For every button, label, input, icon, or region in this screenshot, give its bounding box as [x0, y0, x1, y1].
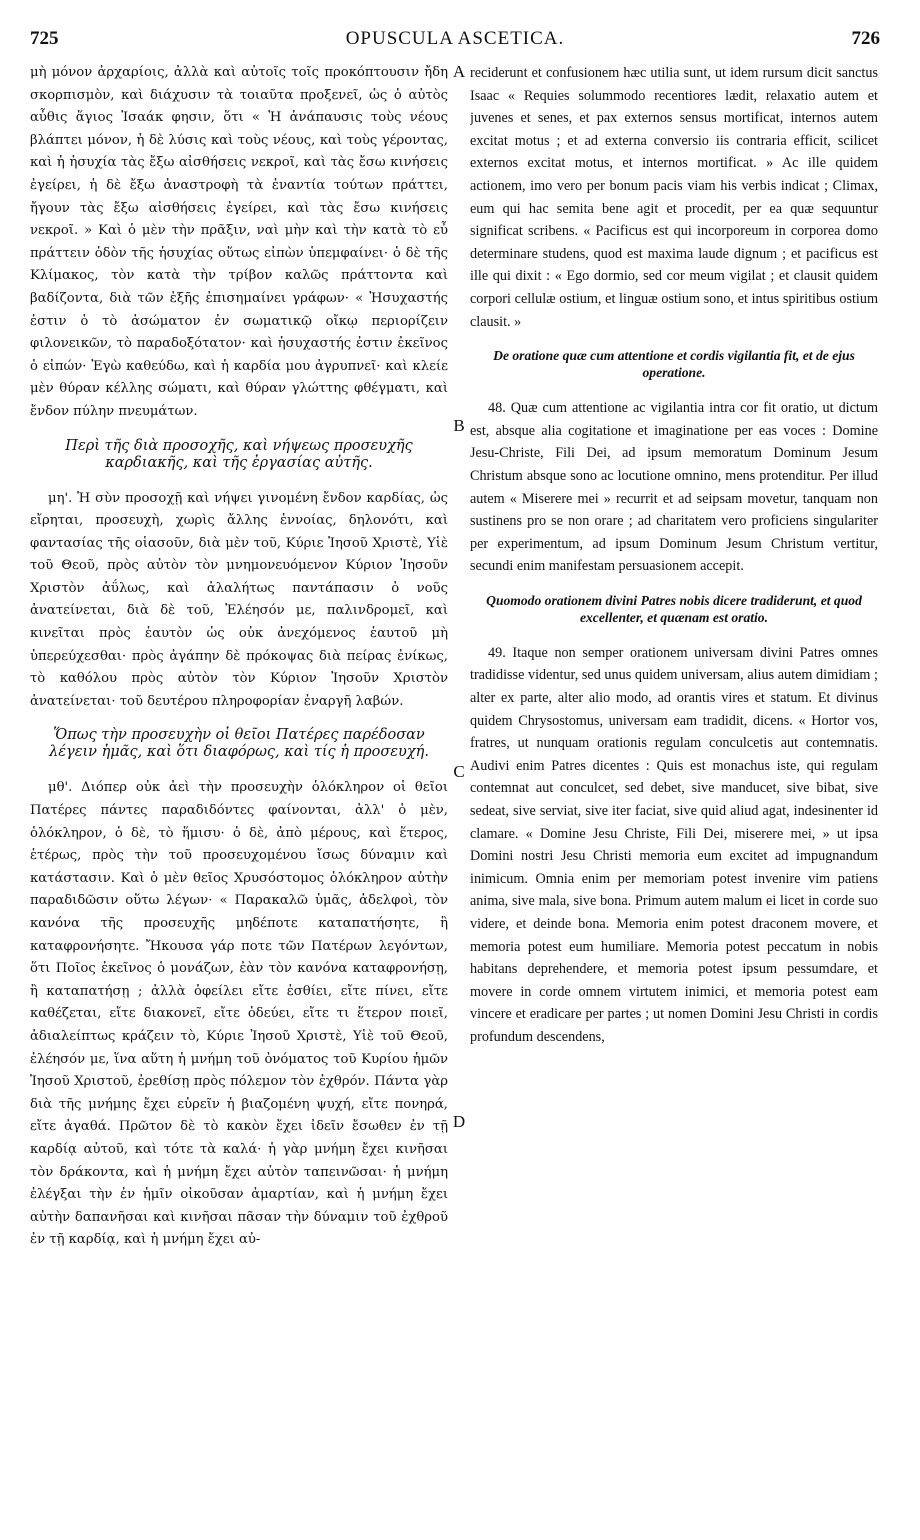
running-header: [30, 28, 880, 56]
greek-section-heading-1: Περὶ τῆς διὰ προσοχῆς, καὶ νήψεως προσευχῆς καρδιακῆς, καὶ τῆς ἐργασίας αὐτῆς.: [65, 437, 413, 471]
greek-paragraph-3: μθ'. Διόπερ οὐκ ἀεὶ τὴν προσευχὴν ὁλόκληρον οἱ θεῖοι Πατέρες πάντες παραδιδόντες φαίνονται, ἀλλ' ὁ μὲν, ὁλόκληρον, ὁ δὲ, τὸ ἥμισυ· ὁ δὲ, ἀπὸ μέρους, καὶ ἕτερος, ἑτέρως, πρὸς τὴν τοῦ προσευχομένου ἴσως δύναμιν καὶ κατάστασιν. Καὶ ὁ μὲν θεῖος Χρυσόστομος ὁλόκληρον αὐτὴν παραδιδῶσιν οὕτω λέγων· « Παρακαλῶ ὑμᾶς, ἀδελφοὶ, τὸν κανόνα τῆς προσευχῆς μηδέποτε καταπατήσητε, ἢ καταφρονήσητε. Ἤκουσα γάρ ποτε τῶν Πατέρων λεγόντων, ὅτι Ποῖος ἐκεῖνος ὁ μονάζων, ἐὰν τὸν κανόνα καταφρονήσῃ, ἢ καταπατήσῃ ; ἀλλὰ ὀφείλει εἴτε ἐσθίει, εἴτε πίνει, εἴτε καθέζεται, εἴτε διακονεῖ, εἴτε ὁδεύει, εἴτε τι ἕτερον ποιεῖ, ἀδιαλείπτως κράζειν τὸ, Κύριε Ἰησοῦ Χριστὲ, Υἱὲ τοῦ Θεοῦ, ἐλέησόν με, ἵνα αὕτη ἡ μνήμη τοῦ ὀνόματος τοῦ Κυρίου ἡμῶν Ἰησοῦ Χριστοῦ, ἐρεθίσῃ πρὸς πόλεμον τὸν ἐχθρόν. Πάντα γὰρ διὰ τῆς μνήμης ἔχει εὑρεῖν ἡ βιαζομένη ψυχή, εἴτε πονηρά, εἴτε ἀγαθά. Πρῶτον δὲ τὸ κακὸν ἔχει ἰδεῖν ἔσωθεν ἐν τῇ καρδίᾳ αὐτοῦ, καὶ τότε τὰ καλά· ἡ γὰρ μνήμη ἔχει κινῆσαι τὸν δράκοντα, καὶ ἡ μνήμη ἔχει αὐτὸν ταπεινῶσαι· ἡ μνήμη ἐλέγξαι τὴν ἐν ἡμῖν οἰκοῦσαν ἁμαρτίαν, καὶ ἡ μνήμη ἔχει αὐτὴν δαπανῆσαι καὶ κινῆσαι πᾶσαν τὴν δύναμιν τοῦ ἐχθροῦ ἐν τῇ καρδίᾳ, καὶ ἡ μνήμη ἔχει αὐ-: [30, 780, 448, 1248]
margin-letter-d: D: [452, 1112, 466, 1131]
latin-paragraph-3: 49. Itaque non semper orationem universam divini Patres omnes tradidisse videntur, sed unus quidem universam, alius autem dimidiam ; alter ex parte, alter alio modo, ad orantis vires et statum. Et divinus quidem Chrysostomus, universam eam tradidit, dicens. « Hortor vos, fratres, ut nunquam orationis regulam conculcetis aut contemnatis. Audivi enim Patres dicentes : Quis est monachus iste, qui regulam contemnat aut conculcet, sed debet, sive manducet, sive bibat, sive sedeat, sive serviat, sive iter faciat, sive quid aliud agat, indesinenter id clamare. « Domine Jesu Christe, Fili Dei, miserere mei, » ut ipsa Domini nostri Jesu Christi memoria eum excitet ad impugnandum inimicum. Omnia enim per memoriam potest invenire vim patiens anima, sive mala, sive bona. Primum autem malum ei licet in corde suo videre, et deinde bona. Memoria enim potest draconem movere, et memoria potest eum humiliare. Memoria potest peccatum in nobis habitans deprehendere, et memoria potest ipsum pessumdare, et movere in corde omnem virtutem inimici, et memoria potest eam vincere et eradicare per partes ; ut nomen Domini Jesu Christi in cordis profundum descendens,: [470, 644, 878, 1045]
latin-section-heading-2: Quomodo orationem divini Patres nobis dicere tradiderunt, et quod excellenter, et quænam est oratio.: [486, 592, 862, 625]
running-title: OPUSCULA ASCETICA.: [345, 28, 565, 49]
greek-paragraph-1: μὴ μόνον ἀρχαρίοις, ἀλλὰ καὶ αὐτοῖς τοῖς προκόπτουσιν ἤδη σκορπισμὸν, καὶ διάχυσιν τὰ τοιαῦτα προξενεῖ, ὡς ὁ αὐτὸς αὖθις ἅγιος Ἰσαάκ φησιν, ὅτι « Ἡ ἀνάπαυσις τοὺς νέους βλάπτει μόνον, ἡ δὲ λύσις καὶ τοὺς νέους, καὶ τοὺς γέροντας, καὶ ἡ ἡσυχία τὰς ἔξω αἰσθήσεις νεκροῖ, καὶ τὰς ἔσω κινήσεις ἐγείρει, ἡ δὲ ἔξω ἀναστροφὴ τὰ ἐναντία τούτων πράττει, ἤγουν τὰς ἔξω αἰσθήσεις ἐγείρει, καὶ τὰς ἔσω κινήσεις νεκροῖ. » Καὶ ὁ μὲν τὴν πρᾶξιν, ναὶ μὴν καὶ τὴν κατὰ τὸ εὖ πράττειν ὁδὸν τῆς ἡσυχίας οὕτως εἰπὼν ὑπεμφαίνει· ὁ δὲ τῆς Κλίμακος, τὸν κατὰ τὴν τρίβον καλῶς πράττοντα καὶ βαδίζοντα, διὰ τῶν ἑξῆς ἐπισημαίνει γράφων· « Ἡσυχαστής ἐστιν ὁ τὸ ἀσώματον ἐν σωματικῷ οἴκῳ περιορίζειν φιλονεικῶν, τὸ παραδοξότατον· καὶ ἡσυχαστής ἐστιν ἐκεῖνος ὁ εἰπών· Ἐγὼ καθεύδω, καὶ ἡ καρδία μου ἀγρυπνεῖ· καὶ κλείε μὲν θύραν κέλλης σώματι, καὶ θύραν γλώττης φθέγματι, καὶ ἔνδον πύλην πνευμάτων.: [30, 65, 448, 419]
margin-letter-b: B: [453, 416, 465, 435]
margin-letter-c: C: [453, 762, 465, 781]
page-number-right: 726: [851, 28, 880, 49]
margin-letters: [449, 60, 469, 1540]
latin-section-heading-1: De oratione quæ cum attentione et cordis vigilantia fit, et de ejus operatione.: [493, 348, 855, 381]
latin-column: [470, 62, 878, 1532]
greek-column: [30, 62, 448, 1532]
latin-paragraph-2: 48. Quæ cum attentione ac vigilantia intra cor fit oratio, ut dictum est, absque alia cogitatione et imaginatione per eas voces : Domine Jesu-Christe, Fili Dei, ad ipsum memoratum Dominum Jesum Christum absque sono ac locutione omnino, mens protenditur. Per illud autem « Miserere mei » recurrit et ad seipsam movetur, tanquam non sustinens pro se non orare ; ad charitatem vero proficiens singulariter per experimentum, ad ipsum Dominum Jesum Christum vertitur, secundi enim manifestam persuasionem accepit.: [470, 400, 878, 575]
greek-paragraph-2: μη'. Ἡ σὺν προσοχῇ καὶ νήψει γινομένη ἔνδον καρδίας, ὡς εἴρηται, προσευχὴ, χωρὶς ἄλλης ἐννοίας, δηλονότι, καὶ φαντασίας τῆς οἱασοῦν, διὰ μὲν τοῦ, Κύριε Ἰησοῦ Χριστὲ, Υἱὲ τοῦ Θεοῦ, πρὸς αὐτὸν τὸν μνημονευόμενον Κύριον Ἰησοῦν Χριστὸν ἀΰλως, καὶ ἀλαλήτως παντάπασιν ὁ νοῦς ἀνατείνεται, διὰ δὲ τοῦ, Ἐλέησόν με, παλινδρομεῖ, καὶ κινεῖται πρὸς ἑαυτὸν ὡς οὐκ ἀνεχόμενος ἑαυτοῦ μὴ ὑπερεύχεσθαι· πρὸς ἀγάπην δὲ πρόκοψας διὰ πείρας ἐνίκως, τὸ καθόλου πρὸς αὐτὸν τὸν Κύριον Ἰησοῦν Χριστὸν ἀνατείνεται· τοῦ δευτέρου πληροφορίαν ἐναργῆ λαβών.: [30, 490, 448, 709]
latin-paragraph-1: reciderunt et confusionem hæc utilia sunt, ut idem rursum dicit sanctus Isaac « Requies solummodo recentiores lædit, relaxatio autem et juvenes et senes, et pax externos sensus mortificat, internos autem excitat motus ; et ad externa conversio iis contraria efficit, scilicet externos excitat motus, et internos mortificat. » Ac ille quidem actionem, imo vero per bonum pacis viam his verbis indicat ; Climax, eum qui hac semita bene agit et procedit, per ea quæ sequuntur significat scribens. « Pacificus est qui incorporeum in corporea domo determinare studens, quod est maxima laude dignum ; et pacificus est ille qui dixit : « Ego dormio, sed cor meum vigilat ; et clausit quidem corpori cellulæ ostium, et linguæ ostium sono, et intus spiritibus ostium clausit. »: [470, 65, 878, 330]
margin-letter-a: A: [452, 62, 466, 81]
greek-section-heading-2: Ὅπως τὴν προσευχὴν οἱ θεῖοι Πατέρες παρέδοσαν λέγειν ἡμᾶς, καὶ ὅτι διαφόρως, καὶ τίς ἡ προσευχή.: [49, 727, 429, 761]
page-number-left: 725: [30, 28, 59, 49]
